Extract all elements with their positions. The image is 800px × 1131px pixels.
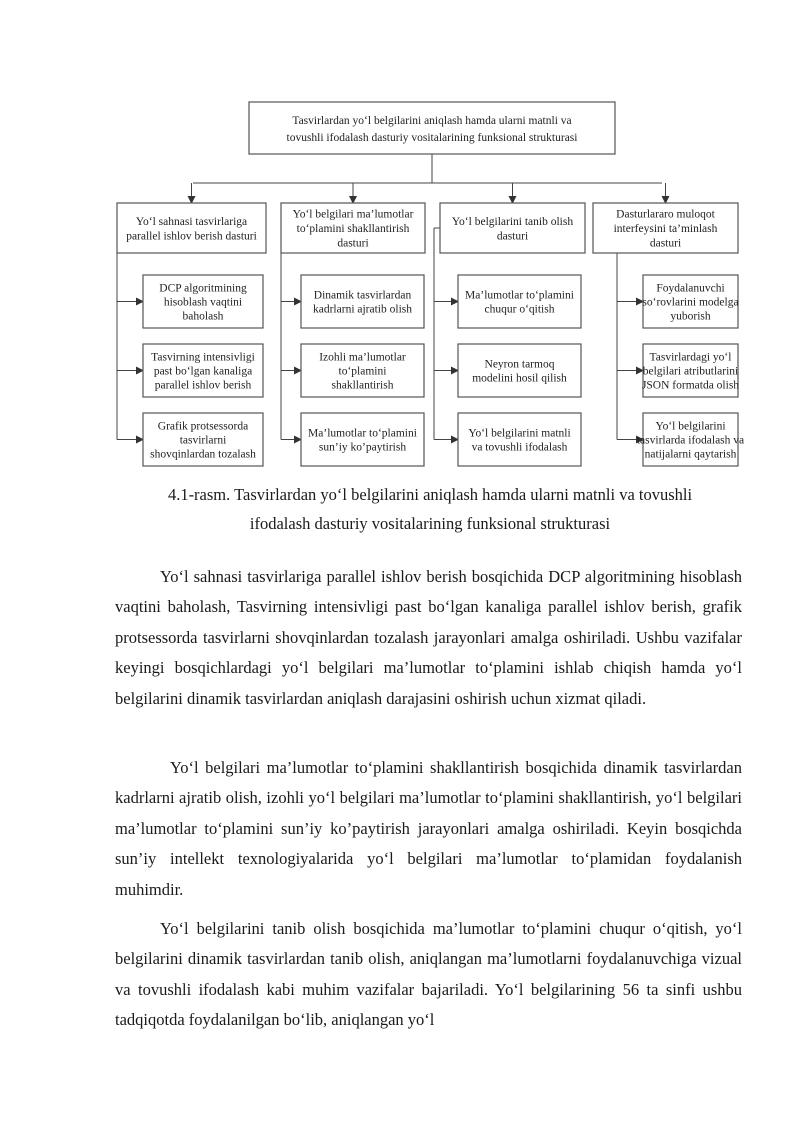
paragraph-3: Yo‘l belgilarini tanib olish bosqichida ma’lumotlar to‘plamini chuqur o‘qitish, yo‘l belgilarini dinamik tasvirlardan tanib olish, aniqlangan ma’lumotlarni foydalanuvchiga vizual va tovushli ifodalash kabi muhim vazifalar bajariladi. Yo‘l belgilarining 56 ta sinfi ushbu tadqiqotda foydalanilgan bo‘lib, aniqlangan yo‘l [115, 919, 742, 1030]
column-3-item-2-frame [458, 344, 581, 397]
functional-structure-diagram [0, 0, 800, 480]
column-1-item-2-text-1: Tasvirning intensivligi [151, 351, 255, 364]
column-1-item-3-text-2: tasvirlarni [179, 434, 227, 447]
column-3-item-3 [458, 413, 581, 466]
column-4-item-2 [642, 344, 739, 397]
column-4-header [593, 203, 738, 253]
column-1-header-text-1: Yo‘l sahnasi tasvirlariga [135, 215, 248, 228]
column-2-item-1-frame [301, 275, 424, 328]
column-4-header-text-2: interfeysini ta’minlash [613, 223, 718, 236]
column-4-item-1-text-1: Foydalanuvchi [656, 282, 725, 295]
column-2-item-1-text-1: Dinamik tasvirlardan [313, 289, 412, 302]
column-1-item-1-text-1: DCP algoritmining [159, 282, 247, 295]
column-1-item-1 [143, 275, 263, 328]
column-3-item-1 [458, 275, 581, 328]
column-1-item-2 [143, 344, 263, 397]
column-3-item-3-text-1: Yo‘l belgilarini matnli [468, 427, 571, 440]
column-3-header-text-2: dasturi [496, 230, 529, 243]
column-3-item-2-text-2: modelini hosil qilish [472, 372, 567, 385]
caption-line-1: 4.1-rasm. Tasvirlardan yo‘l belgilarini aniqlash hamda ularni matnli va tovushli [167, 485, 693, 504]
column-3-item-3-text-2: va tovushli ifodalash [471, 441, 568, 454]
column-2-item-3-text-1: Ma’lumotlar to‘plamini [308, 427, 417, 440]
column-3-header-text-1: Yo‘l belgilarini tanib olish [451, 215, 574, 228]
column-3-header-frame [440, 203, 585, 253]
column-2-item-1 [301, 275, 424, 328]
column-2-item-3-frame [301, 413, 424, 466]
column-1-item-1-text-3: baholash [182, 310, 224, 323]
column-2-item-2 [301, 344, 424, 397]
column-2-item-3-text-2: sun’iy ko’paytirish [318, 441, 407, 454]
figure-caption [115, 480, 745, 538]
column-1-item-3-text-1: Grafik protsessorda [157, 420, 249, 433]
column-3-item-2-text-1: Neyron tarmoq [484, 358, 555, 371]
column-4-item-1-text-3: yuborish [670, 310, 711, 323]
column-4-item-1 [642, 275, 738, 328]
column-1-item-3-text-3: shovqinlardan tozalash [150, 448, 256, 461]
top-box-line-1: Tasvirlardan yo‘l belgilarini aniqlash hamda ularni matnli va [292, 115, 572, 127]
column-4-item-3-text-3: natijalarni qaytarish [644, 448, 737, 461]
column-4-item-3-text-1: Yo‘l belgilarini [655, 420, 726, 433]
column-1-item-2-text-2: past bo‘lgan kanaliga [153, 365, 253, 378]
column-2-item-2-text-3: shakllantirish [331, 379, 394, 392]
column-1-item-2-text-3: parallel ishlov berish [154, 379, 252, 392]
column-4-item-2-text-2: belgilari atributlarini [642, 365, 739, 378]
column-2-header-text-2: to‘plamini shakllantirish [296, 223, 410, 236]
top-box-frame [249, 102, 615, 154]
column-2-item-1-text-2: kadrlarni ajratib olish [313, 303, 412, 316]
column-1-item-3 [143, 413, 263, 466]
top-box-line-2: tovushli ifodalash dasturiy vositalarining funksional strukturasi [286, 132, 578, 144]
column-4-item-2-text-3: JSON formatda olish [641, 379, 740, 392]
column-3-item-3-frame [458, 413, 581, 466]
column-4-header-text-1: Dasturlararo muloqot [616, 208, 715, 221]
paragraph-1: Yo‘l sahnasi tasvirlariga parallel ishlov berish bosqichida DCP algoritmining hisoblash vaqtini baholash, Tasvirning intensivligi past bo‘lgan kanaliga parallel ishlov berish, grafik protsessorda tasvirlarni shovqinlardan tozalash jarayonlari amalga oshiriladi. Ushbu vazifalar keyingi bosqichlardagi yo‘l belgilari ma’lumotlar to‘plamini ishlab chiqish hamda yo‘l belgilarini dinamik tasvirlardan aniqlash darajasini oshirish uchun xizmat qiladi. [115, 567, 742, 708]
column-2-header-text-3: dasturi [337, 237, 369, 250]
column-4-item-1-text-2: so‘rovlarini modelga [642, 296, 739, 309]
column-3-item-1-frame [458, 275, 581, 328]
column-2-item-2-text-2: to‘plamini [338, 365, 387, 378]
column-2-item-3 [301, 413, 424, 466]
column-1-header-frame [117, 203, 266, 253]
caption-line-2: ifodalash dasturiy vositalarining funksional strukturasi [249, 514, 611, 533]
column-4-item-2-text-1: Tasvirlardagi yo‘l [649, 351, 732, 364]
column-1-header-text-2: parallel ishlov berish dasturi [126, 230, 257, 243]
column-3-header [440, 203, 585, 253]
column-2-item-2-text-1: Izohli ma’lumotlar [319, 351, 406, 364]
column-3-item-2 [458, 344, 581, 397]
column-3-item-1-text-2: chuqur o‘qitish [484, 303, 555, 316]
paragraph-2: Yo‘l belgilari ma’lumotlar to‘plamini shakllantirish bosqichida dinamik tasvirlardan kadrlarni ajratib olish, izohli yo‘l belgilari ma’lumotlar to‘plamini shakllantirish, yo‘l belgilari ma’lumotlar to‘plamini sun’iy ko’paytirish jarayonlari amalga oshiriladi. Keyin bosqichda sun’iy intellekt texnologiyalarida yo‘l belgilari ma’lumotlar to‘plamidan foydalanish muhimdir. [115, 758, 742, 899]
top-box [249, 102, 615, 154]
column-4-item-3-text-2: tasvirlarda ifodalash va [636, 434, 745, 447]
column-2-header-text-1: Yo‘l belgilari ma’lumotlar [292, 208, 414, 221]
column-1-item-1-text-2: hisoblash vaqtini [163, 296, 243, 309]
column-2-header [281, 203, 425, 253]
column-4-header-text-3: dasturi [649, 237, 682, 250]
column-1-header [117, 203, 266, 253]
column-3-item-1-text-1: Ma’lumotlar to‘plamini [465, 289, 574, 302]
column-4-item-3 [637, 413, 744, 466]
